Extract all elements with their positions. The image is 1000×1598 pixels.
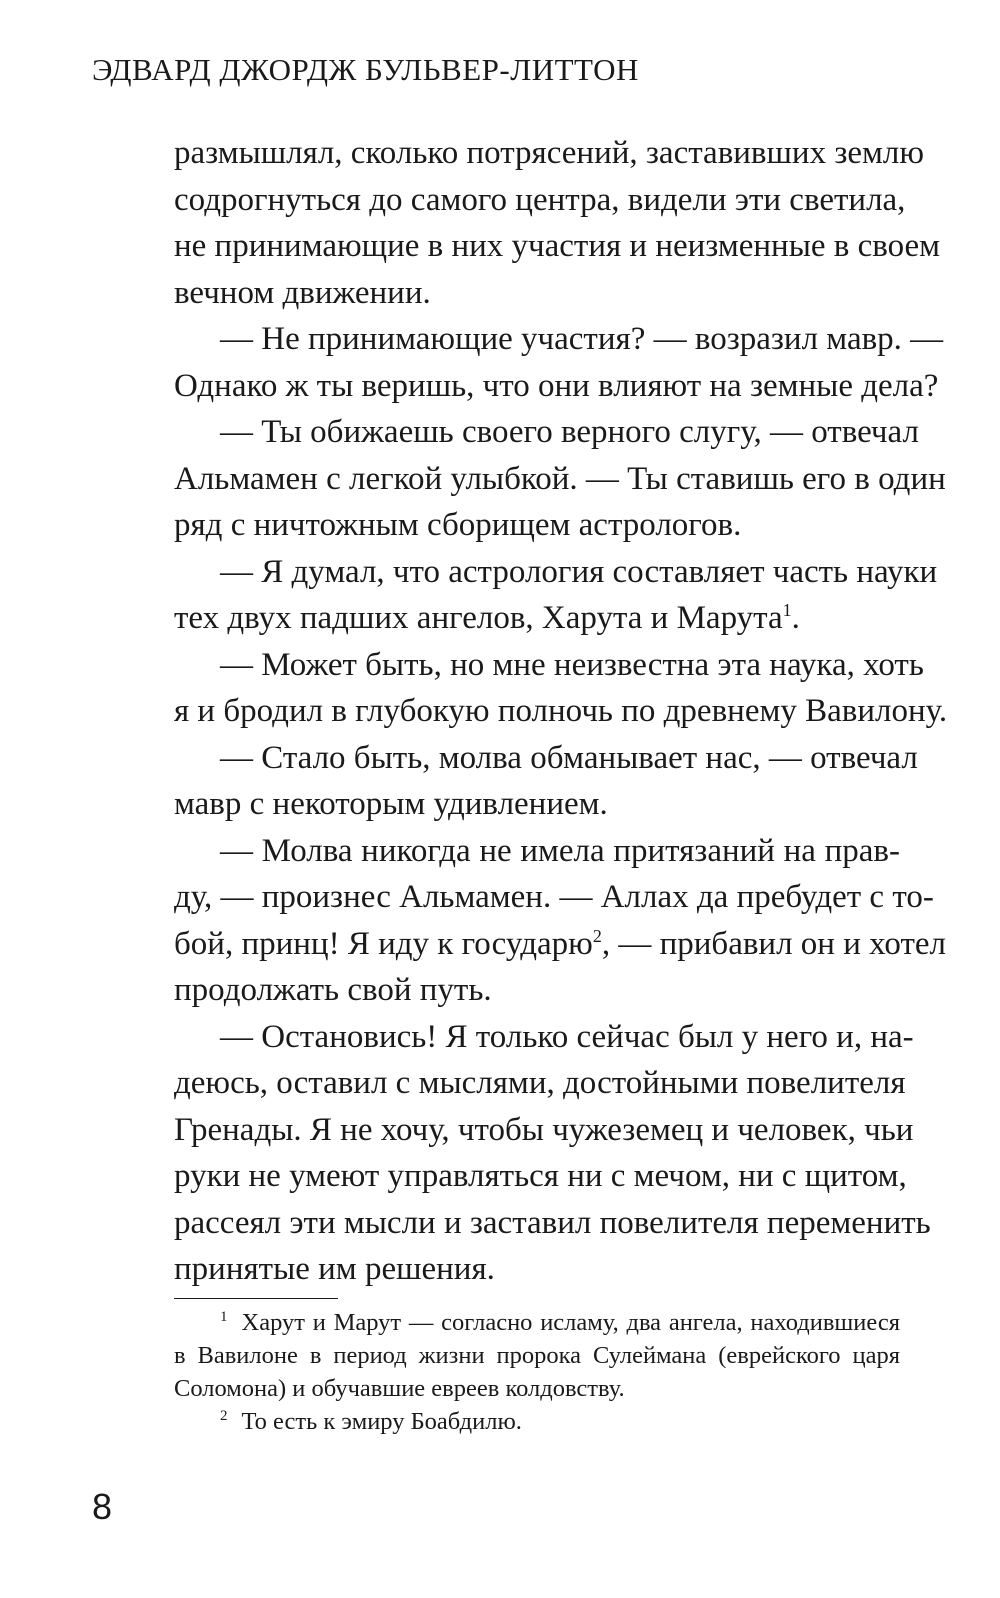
text-line: — Молва никогда не имела притязаний на прав- <box>220 832 900 869</box>
text-segment: бой, принц! Я иду к государю <box>174 925 593 962</box>
footnote-1-number: 1 <box>220 1308 228 1325</box>
text-line: — Ты обижаешь своего верного слугу, — отвечал <box>220 414 919 450</box>
text-line: Альмамен с легкой улыбкой. — Ты ставишь его в один <box>174 460 946 497</box>
text-line: рассеял эти мысли и заставил повелителя переменить <box>174 1204 931 1241</box>
text-line: — Не принимающие участия? — возразил мавр. — <box>220 321 944 357</box>
text-line: ряд с ничтожным сборищем астрологов. <box>174 507 742 543</box>
text-line: я и бродил в глубокую полночь по древнему Вавилону. <box>174 693 948 729</box>
text-line: — Остановись! Я только сейчас был у него и, на- <box>220 1018 914 1055</box>
footnote-text: То есть к эмиру Боабдилю. <box>241 1408 522 1435</box>
footnote-2-line <box>174 1405 900 1438</box>
text-line: Гренады. Я не хочу, чтобы чужеземец и человек, чьи <box>174 1111 914 1148</box>
footnote-ref[interactable]: 2 <box>592 925 602 946</box>
page-number: 8 <box>92 1486 113 1527</box>
text-line: не принимающие в них участия и неизменные в своем <box>174 228 941 264</box>
footnote-1-line <box>174 1306 900 1339</box>
text-line: Однако ж ты веришь, что они влияют на земные дела? <box>174 367 939 404</box>
text-line: руки не умеют управляться ни с мечом, ни с щитом, <box>174 1158 907 1194</box>
footnote-2-number: 2 <box>220 1407 228 1424</box>
text-line: — Стало быть, молва обманывает нас, — отвечал <box>220 739 918 776</box>
text-line: размышлял, сколько потрясений, заставивших землю <box>174 135 925 171</box>
text-line: — Может быть, но мне неизвестна эта наука, хоть <box>220 646 924 683</box>
text-line: — Я думал, что астрология составляет часть науки <box>220 553 938 590</box>
text-line: мавр с некоторым удивлением. <box>174 786 608 822</box>
text-line: продолжать свой путь. <box>174 972 492 1008</box>
footnote-1-line: Соломона) и обучавшие евреев колдовству. <box>174 1375 625 1402</box>
text-line: содрогнуться до самого центра, видели эти светила, <box>174 181 906 218</box>
text-line: ду, — произнес Альмамен. — Аллах да пребудет с то- <box>174 879 934 915</box>
text-segment: , — прибавил он и хотел <box>601 925 946 962</box>
footnote-ref[interactable]: 1 <box>782 600 792 620</box>
footnotes <box>174 1306 900 1438</box>
footnote-text: Харут и Марут — согласно исламу, два ангела, находившиеся <box>241 1309 900 1336</box>
text-line: деюсь, оставил с мыслями, достойными повелителя <box>174 1065 906 1101</box>
footnote-divider <box>174 1298 338 1299</box>
text-line <box>174 921 946 968</box>
text-line: принятые им решения. <box>174 1251 495 1287</box>
text-segment: . <box>791 600 800 636</box>
text-line: вечном движении. <box>174 274 431 311</box>
text-segment <box>174 921 602 968</box>
text-segment: тех двух падших ангелов, Харута и Марута <box>174 600 783 636</box>
text-line <box>174 595 900 642</box>
running-head: ЭДВАРД ДЖОРДЖ БУЛЬВЕР-ЛИТТОН <box>92 52 639 87</box>
main-text <box>174 130 948 1293</box>
footnote-1-line: в Вавилоне в период жизни пророка Сулеймана (еврейского царя <box>174 1342 900 1369</box>
